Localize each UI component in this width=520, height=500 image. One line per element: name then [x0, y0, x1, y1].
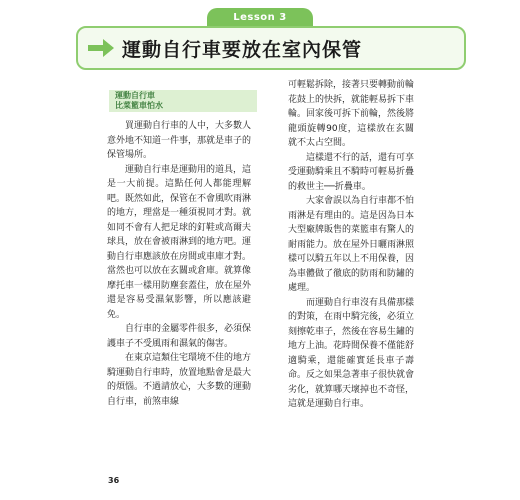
- subheading-line-2: 比菜籃車怕水: [115, 101, 163, 110]
- paragraph: 運動自行車是運動用的道具，這是一大前提。這點任何人都能理解吧。既然如此，保管在不會風吹雨淋的地方，理當是一種須視同才對。就如同不會有人把足球的釘鞋或高爾夫球具，放在會被雨淋到的地方吧。運動自行車應該放在房間或車庫才對。當然也可以放在玄關或倉庫。就算像摩托車一樣用防塵套蓋住，放在屋外還是容易受濕氣影響，所以應該避免。: [107, 164, 252, 320]
- title-bar: [76, 26, 466, 70]
- paragraph: 買運動自行車的人中，大多數人意外地不知道一件事，那就是車子的保管場所。: [107, 121, 252, 160]
- lesson-tab: Lesson 3: [207, 8, 313, 27]
- paragraph: 這樣還不行的話，還有可享受運動騎乘且不騎時可輕易折疊的救世主──折疊車。: [288, 152, 415, 192]
- page-number: 36: [108, 476, 120, 485]
- paragraph: 而運動自行車沒有具備那樣的對策，在雨中騎完後，必須立刻擦乾車子，然後在容易生鏽的地方上油。花時間保養不僅能舒適騎乘，還能確實延長車子壽命。反之如果急著車子很快就會劣化，就算哪天壞掉也不奇怪，這就是運動自行車。: [288, 297, 415, 409]
- paragraph: 在東京這類住宅環境不佳的地方騎運動自行車時，放置地點會是最大的煩惱。不過請放心，大多數的運動自行車，前煞車線: [107, 353, 252, 407]
- paragraph: 自行車的金屬零件很多，必須保護車子不受風雨和濕氣的傷害。: [107, 324, 252, 349]
- paragraph: 可輕鬆拆除，接著只要轉動前輪花鼓上的快拆，就能輕易拆下車輪。回家後可拆下前輪，然後將龍頭旋轉90度，這樣放在玄關就不太占空間。: [288, 80, 415, 148]
- subheading-box: [109, 90, 257, 112]
- page-title: 運動自行車要放在室內保管: [122, 38, 363, 61]
- right-arrow-icon: [86, 38, 116, 58]
- paragraph: 大家會誤以為自行車都不怕雨淋是有理由的。這是因為日本大型廠牌販售的菜籃車有驚人的耐雨能力。放在屋外日曬雨淋照樣可以騎五年以上不用保養，因為車體做了徹底的防雨和防鏽的處理。: [288, 196, 415, 293]
- right-column: [288, 78, 414, 412]
- left-column: [107, 119, 251, 409]
- subheading-line-1: 運動自行車: [115, 91, 155, 100]
